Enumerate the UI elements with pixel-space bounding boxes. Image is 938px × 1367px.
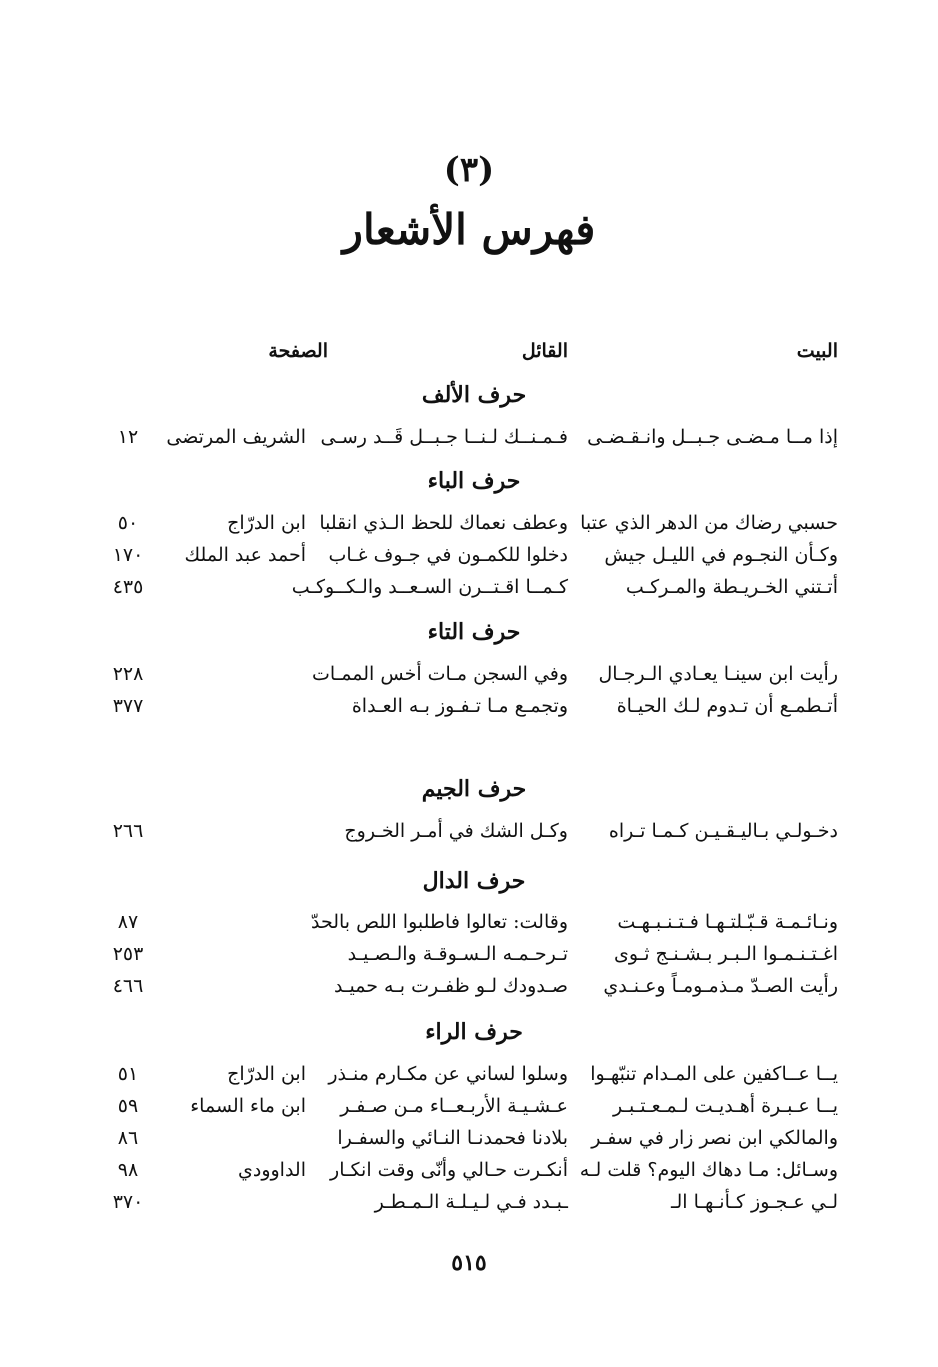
table-row	[0, 1159, 938, 1191]
table-row	[0, 1095, 938, 1127]
page-ref: ٥١	[117, 1063, 139, 1085]
page-ref: ٢٢٨	[112, 663, 144, 685]
verse-second-hemistich: وسلوا لساني عن مكـارم منـذر	[328, 1063, 568, 1085]
verse-first-hemistich: يــا عــاكفين على المـدام تنبّهـوا	[590, 1063, 838, 1085]
page-ref: ١٧٠	[112, 544, 144, 566]
poet-name: ابن الدرّاج	[227, 1063, 306, 1085]
column-header-poet: القائل	[521, 340, 568, 362]
verse-first-hemistich: أتـطمـع أن تـدوم لـك الحيـاة	[616, 695, 838, 717]
verse-first-hemistich: والمالكي ابن نصر زار في سفـر	[591, 1127, 838, 1149]
poet-name: الشريف المرتضى	[166, 426, 306, 448]
verse-first-hemistich: اغـتـنـمـوا الـبـر بـشـنـج ثـوى	[613, 943, 838, 965]
page-number: ٥١٥	[451, 1250, 487, 1276]
table-row	[0, 820, 938, 852]
page-ref: ٤٣٥	[112, 576, 144, 598]
table-row	[0, 426, 938, 458]
verse-second-hemistich: وفي السجن مـات أخس الممـات	[312, 663, 568, 685]
poet-name: الداوودي	[237, 1159, 306, 1181]
verse-second-hemistich: فـمـنــك لـنــا جـبــل قَــد رسـى	[320, 426, 568, 448]
verse-first-hemistich: يــا عـبـرة أهـديـت لـمـعـتـبـر	[612, 1095, 838, 1117]
page-ref: ٨٦	[117, 1127, 139, 1149]
section-title-ta: حرف التاء	[427, 619, 521, 645]
page-ref: ٩٨	[117, 1159, 139, 1181]
page-ref: ٣٧٠	[112, 1191, 144, 1213]
verse-first-hemistich: وكـأن النجـوم في الليـل جيش	[604, 544, 838, 566]
table-row	[0, 576, 938, 608]
table-row	[0, 1127, 938, 1159]
page-ref: ١٢	[117, 426, 139, 448]
verse-first-hemistich: ونـائـمـة قـبّـلتـهـا فـتـنـبـهـت	[617, 911, 838, 933]
page-ref: ٢٥٣	[112, 943, 144, 965]
verse-second-hemistich: وقالت: تعالوا فاطلبوا اللص بالحدّ	[310, 911, 568, 933]
table-row	[0, 1063, 938, 1095]
verse-first-hemistich: حسبي رضاك من الدهر الذي عتبا	[580, 512, 838, 534]
section-title-alif: حرف الألف	[421, 382, 527, 408]
verse-second-hemistich: وتجمـع مـا تـفـوز بـه العـداة	[351, 695, 568, 717]
table-row	[0, 1191, 938, 1223]
poet-name: ابن الدرّاج	[227, 512, 306, 534]
table-row	[0, 943, 938, 975]
verse-second-hemistich: ـبـدد فـي لـيـلـة الـمـطـر	[374, 1191, 568, 1213]
verse-first-hemistich: رأيت ابن سينـا يعـادي الـرجـال	[598, 663, 838, 685]
verse-first-hemistich: إذا مــا مـضـى جـبــل وانـقـضـى	[587, 426, 838, 448]
section-title-jim: حرف الجيم	[421, 776, 527, 802]
table-row	[0, 512, 938, 544]
column-header-verse: البيت	[796, 340, 838, 362]
section-title-ra: حرف الراء	[425, 1019, 523, 1045]
page-ref: ٤٦٦	[112, 975, 144, 997]
table-row	[0, 544, 938, 576]
verse-second-hemistich: عـشـيـة الأربـعــاء مـن صـفـر	[340, 1095, 568, 1117]
page-ref: ٥٩	[117, 1095, 139, 1117]
verse-second-hemistich: تـرحـمـه الـسـوقـة والـصـيـد	[347, 943, 568, 965]
page-ref: ٥٠	[117, 512, 139, 534]
table-row	[0, 663, 938, 695]
verse-second-hemistich: أنكـرت حـالي وأنّى وقت انكـار	[330, 1159, 568, 1181]
poet-name: ابن ماء السماء	[190, 1095, 306, 1117]
verse-first-hemistich: رأيت الصـدّ مـذمـومـاً وعـنـدي	[603, 975, 838, 997]
verse-first-hemistich: لـي عـجـوز كـأنـهـا الـ	[670, 1191, 838, 1213]
table-row	[0, 975, 938, 1007]
verse-first-hemistich: دخـولـي بـاليـقـيـن كـمـا تـراه	[608, 820, 838, 842]
verse-second-hemistich: وكـل الشك في أمـر الخـروج	[344, 820, 568, 842]
verse-first-hemistich: أتـتني الخـريـطة والمـركـب	[625, 576, 838, 598]
section-title-ba: حرف الباء	[427, 468, 521, 494]
chapter-number: (٣)	[443, 150, 495, 190]
table-row	[0, 911, 938, 943]
verse-first-hemistich: وسـائل: مـا دهاك اليوم؟ قلت لـه	[579, 1159, 838, 1181]
page-ref: ٢٦٦	[112, 820, 144, 842]
page-ref: ٣٧٧	[112, 695, 144, 717]
table-row	[0, 695, 938, 727]
verse-second-hemistich: صـدودك لـو ظفـرت بـه حميـد	[333, 975, 568, 997]
poet-name: أحمد عبد الملك	[184, 544, 306, 566]
page-ref: ٨٧	[117, 911, 139, 933]
verse-second-hemistich: بلادنا فحمدنـا النـائي والسفـرا	[337, 1127, 568, 1149]
verse-second-hemistich: دخلوا للكمـون في جـوف غـاب	[328, 544, 568, 566]
page-title: فهرس الأشعار	[342, 205, 596, 254]
verse-second-hemistich: كـمــا اقـتــرن السـعــد والـكــوكـب	[291, 576, 568, 598]
verse-second-hemistich: وعطف نعماك للحظ الـذي انقلبا	[319, 512, 568, 534]
section-title-dal: حرف الدال	[422, 868, 526, 894]
column-header-page: الصفحة	[268, 340, 328, 362]
